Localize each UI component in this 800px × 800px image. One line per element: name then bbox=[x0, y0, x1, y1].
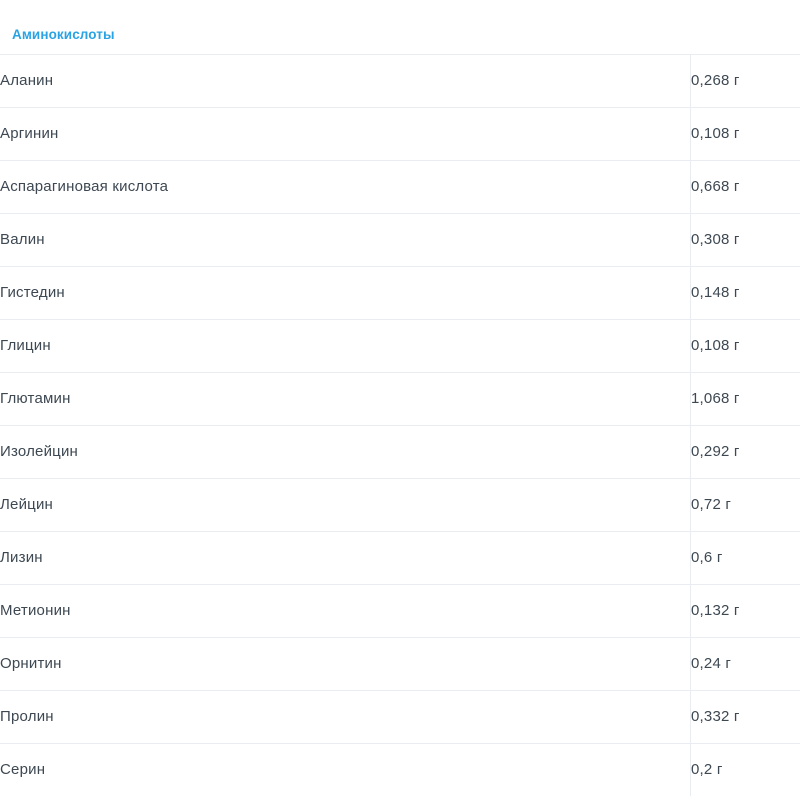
nutrient-value: 0,108 г bbox=[691, 337, 740, 354]
nutrient-name: Аспарагиновая кислота bbox=[0, 160, 691, 213]
nutrient-value: 0,132 г bbox=[691, 602, 740, 619]
nutrient-value: 0,2 г bbox=[691, 761, 723, 778]
nutrient-value: 0,292 г bbox=[691, 443, 740, 460]
nutrient-value: 0,6 г bbox=[691, 549, 723, 566]
nutrient-name: Гистедин bbox=[0, 266, 691, 319]
table-row bbox=[0, 160, 800, 213]
nutrient-value: 0,308 г bbox=[691, 231, 740, 248]
table-row bbox=[0, 743, 800, 796]
nutrient-name: Аргинин bbox=[0, 107, 691, 160]
nutrient-value: 0,24 г bbox=[691, 655, 732, 672]
nutrient-value: 0,332 г bbox=[691, 708, 740, 725]
table-row bbox=[0, 54, 800, 107]
nutrient-value: 0,268 г bbox=[691, 72, 740, 89]
nutrient-name: Лейцин bbox=[0, 478, 691, 531]
table-row bbox=[0, 425, 800, 478]
table-row bbox=[0, 107, 800, 160]
table-row bbox=[0, 213, 800, 266]
nutrient-name: Изолейцин bbox=[0, 425, 691, 478]
nutrient-value: 0,72 г bbox=[691, 496, 732, 513]
nutrient-value: 0,668 г bbox=[691, 178, 740, 195]
nutrient-name: Лизин bbox=[0, 531, 691, 584]
nutrient-value: 0,148 г bbox=[691, 284, 740, 301]
nutrient-name: Валин bbox=[0, 213, 691, 266]
nutrient-value: 1,068 г bbox=[691, 390, 740, 407]
nutrient-value: 0,108 г bbox=[691, 125, 740, 142]
table-row bbox=[0, 319, 800, 372]
nutrient-name: Метионин bbox=[0, 584, 691, 637]
table-row bbox=[0, 584, 800, 637]
table-row bbox=[0, 266, 800, 319]
page-title: Аминокислоты bbox=[12, 27, 115, 42]
nutrient-name: Глицин bbox=[0, 319, 691, 372]
table-row bbox=[0, 690, 800, 743]
nutrient-name: Серин bbox=[0, 743, 691, 796]
table-row bbox=[0, 478, 800, 531]
table-row bbox=[0, 531, 800, 584]
table-row bbox=[0, 637, 800, 690]
table-row bbox=[0, 372, 800, 425]
nutrient-name: Пролин bbox=[0, 690, 691, 743]
amino-acids-table bbox=[0, 54, 800, 796]
nutrient-name: Орнитин bbox=[0, 637, 691, 690]
nutrient-name: Глютамин bbox=[0, 372, 691, 425]
table-body bbox=[0, 54, 800, 796]
nutrient-name: Аланин bbox=[0, 54, 691, 107]
